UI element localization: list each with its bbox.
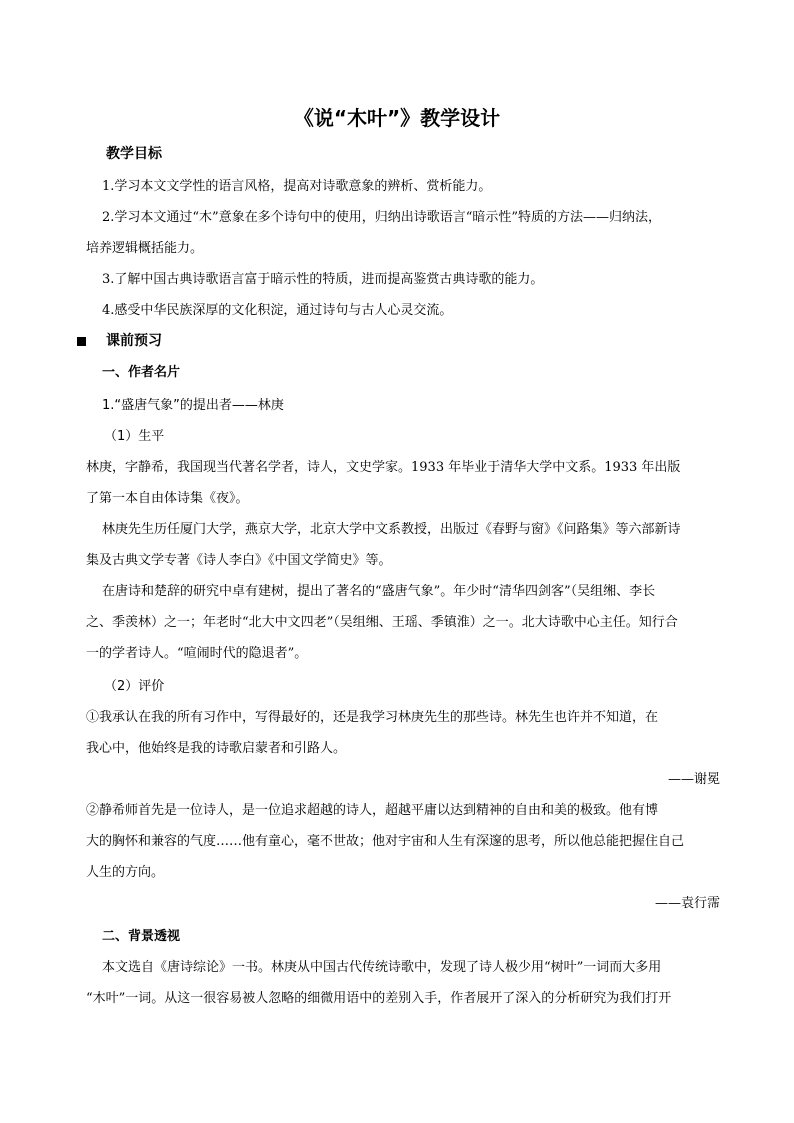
objective-3: 3.了解中国古典诗歌语言富于暗示性的特质，进而提高鉴赏古典诗歌的能力。 bbox=[102, 272, 544, 287]
life-heading: （1）生平 bbox=[104, 429, 165, 444]
background-line-2: “木叶”一词。从这一很容易被人忽略的细微用语中的差别入手，作者展开了深入的分析研究为我们打开 bbox=[86, 991, 672, 1006]
life-line-6: 之、季羡林）之一；年老时“北大中文四老”（吴组缃、王瑶、季镇淮）之一。北大诗歌中心主任。知行合 bbox=[86, 615, 678, 630]
life-line-3: 林庚先生历任厦门大学，燕京大学，北京大学中文系教授，出版过《春野与窗》《问路集》等六部新诗 bbox=[102, 522, 681, 537]
review-heading: （2）评价 bbox=[104, 679, 165, 694]
objective-1: 1.学习本文文学性的语言风格，提高对诗歌意象的辨析、赏析能力。 bbox=[102, 179, 492, 194]
review-line-5: 人生的方向。 bbox=[86, 865, 165, 880]
life-line-7: 一的学者诗人。“喧闹时代的隐退者”。 bbox=[86, 646, 308, 661]
review-line-3: ②静希师首先是一位诗人，是一位追求超越的诗人，超越平庸以达到精神的自由和美的极致。他有博 bbox=[86, 803, 659, 818]
life-line-5: 在唐诗和楚辞的研究中卓有建树，提出了著名的“盛唐气象”。年少时“清华四剑客”（吴组缃、李长 bbox=[102, 584, 656, 599]
author-section-heading: 一、作者名片 bbox=[102, 365, 181, 380]
life-line-4: 集及古典文学专著《诗人李白》《中国文学简史》等。 bbox=[86, 553, 392, 568]
preview-heading: 课前预习 bbox=[106, 333, 162, 349]
review-line-2: 我心中，他始终是我的诗歌启蒙者和引路人。 bbox=[86, 741, 347, 756]
page-title: 《说“木叶”》教学设计 bbox=[293, 106, 501, 130]
objective-4: 4.感受中华民族深厚的文化积淀，通过诗句与古人心灵交流。 bbox=[102, 303, 453, 318]
background-line-1: 本文选自《唐诗综论》一书。林庚从中国古代传统诗歌中，发现了诗人极少用“树叶”一词而大多用 bbox=[102, 960, 662, 975]
author-title: 1.“盛唐气象”的提出者——林庚 bbox=[102, 398, 284, 413]
review-line-1: ①我承认在我的所有习作中，写得最好的，还是我学习林庚先生的那些诗。林先生也许并不知道，在 bbox=[86, 710, 659, 725]
review-line-4: 大的胸怀和兼容的气度……他有童心，毫不世故；他对宇宙和人生有深邃的思考，所以他总能把握住自己 bbox=[86, 834, 685, 849]
objective-2-continued: 培养逻辑概括能力。 bbox=[86, 241, 204, 256]
objectives-heading: 教学目标 bbox=[106, 146, 162, 162]
background-section-heading: 二、背景透视 bbox=[102, 929, 181, 944]
review-signature-2: ——袁行霈 bbox=[654, 896, 720, 911]
life-line-2: 了第一本自由体诗集《夜》。 bbox=[86, 491, 249, 506]
review-signature-1: ——谢冕 bbox=[667, 772, 720, 787]
square-bullet-icon bbox=[77, 337, 86, 346]
life-line-1: 林庚，字静希，我国现当代著名学者，诗人，文史学家。1933 年毕业于清华大学中文系。1933 年出版 bbox=[86, 460, 681, 475]
objective-2: 2.学习本文通过“木”意象在多个诗句中的使用，归纳出诗歌语言“暗示性”特质的方法——归纳法， bbox=[102, 210, 661, 225]
